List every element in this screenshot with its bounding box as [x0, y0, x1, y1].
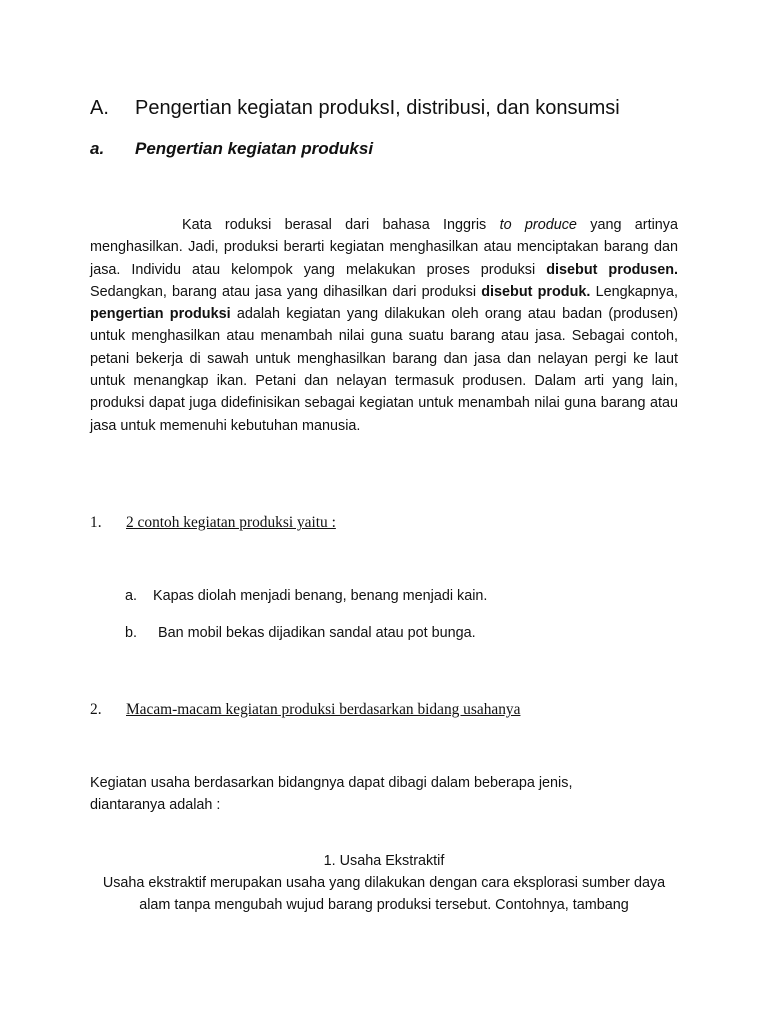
heading-a-number: A.: [90, 97, 109, 119]
category-1-title: 1. Usaha Ekstraktif: [323, 853, 445, 869]
paragraph-text: Sedangkan, barang atau jasa yang dihasilkan dari produksi: [90, 283, 482, 300]
paragraph-bold: disebut produsen.: [546, 261, 678, 278]
list-marker: b.: [125, 625, 138, 641]
intro-paragraph: Kegiatan usaha berdasarkan bidangnya dapat dibagi dalam beberapa jenis, diantaranya adalah :: [90, 775, 573, 813]
heading-a-title: Pengertian kegiatan produksI, distribusi, dan konsumsi: [135, 97, 620, 119]
subheading-a-number: a.: [90, 139, 105, 158]
section-1-title: 2 contoh kegiatan produksi yaitu :: [126, 514, 336, 531]
list-item-text: Kapas diolah menjadi benang, benang menjadi kain.: [153, 588, 488, 604]
paragraph-italic: to produce: [499, 217, 577, 233]
section-2-heading: [90, 699, 690, 721]
list-item: [125, 622, 685, 644]
list-item: [125, 585, 685, 607]
category-1-body: Usaha ekstraktif merupakan usaha yang dilakukan dengan cara eksplorasi sumber daya alam tanpa mengubah wujud barang produksi tersebut. Contohnya, tambang: [102, 875, 666, 913]
paragraph-text: adalah kegiatan yang dilakukan oleh orang atau badan (produsen) untuk menghasilkan atau menambah nilai guna suatu barang atau jasa. Sebagai contoh, petani bekerja di sawah untuk menghasilkan barang dan jasa dan nelayan pergi ke laut untuk menangkap ikan. Petani dan nelayan termasuk produsen. Dalam arti yang lain, produksi dapat juga didefinisikan sebagai kegiatan untuk menambah nilai guna barang atau jasa untuk memenuhi kebutuhan manusia.: [90, 306, 679, 434]
definition-paragraph: [90, 214, 678, 437]
paragraph-text: Kata roduksi berasal dari bahasa Inggris: [182, 217, 500, 233]
paragraph-text: yang artinya menghasilkan. Jadi, produksi berarti kegiatan menghasilkan atau menciptakan barang dan jasa. Individu atau kelompok yang melakukan proses produksi: [90, 217, 678, 278]
list-marker: a.: [125, 588, 138, 604]
paragraph-text: Lengkapnya,: [590, 283, 678, 300]
paragraph-bold: disebut produk.: [481, 283, 591, 300]
section-2-number: 2.: [90, 701, 102, 718]
subheading-a: [90, 137, 690, 161]
paragraph-bold: pengertian produksi: [90, 306, 231, 323]
section-1-number: 1.: [90, 514, 102, 531]
heading-a: [90, 94, 690, 122]
section-1-heading: [90, 512, 690, 534]
subheading-a-title: Pengertian kegiatan produksi: [135, 139, 374, 158]
list-item-text: Ban mobil bekas dijadikan sandal atau pot bunga.: [158, 625, 476, 641]
section-2-title: Macam-macam kegiatan produksi berdasarkan bidang usahanya: [126, 701, 521, 718]
